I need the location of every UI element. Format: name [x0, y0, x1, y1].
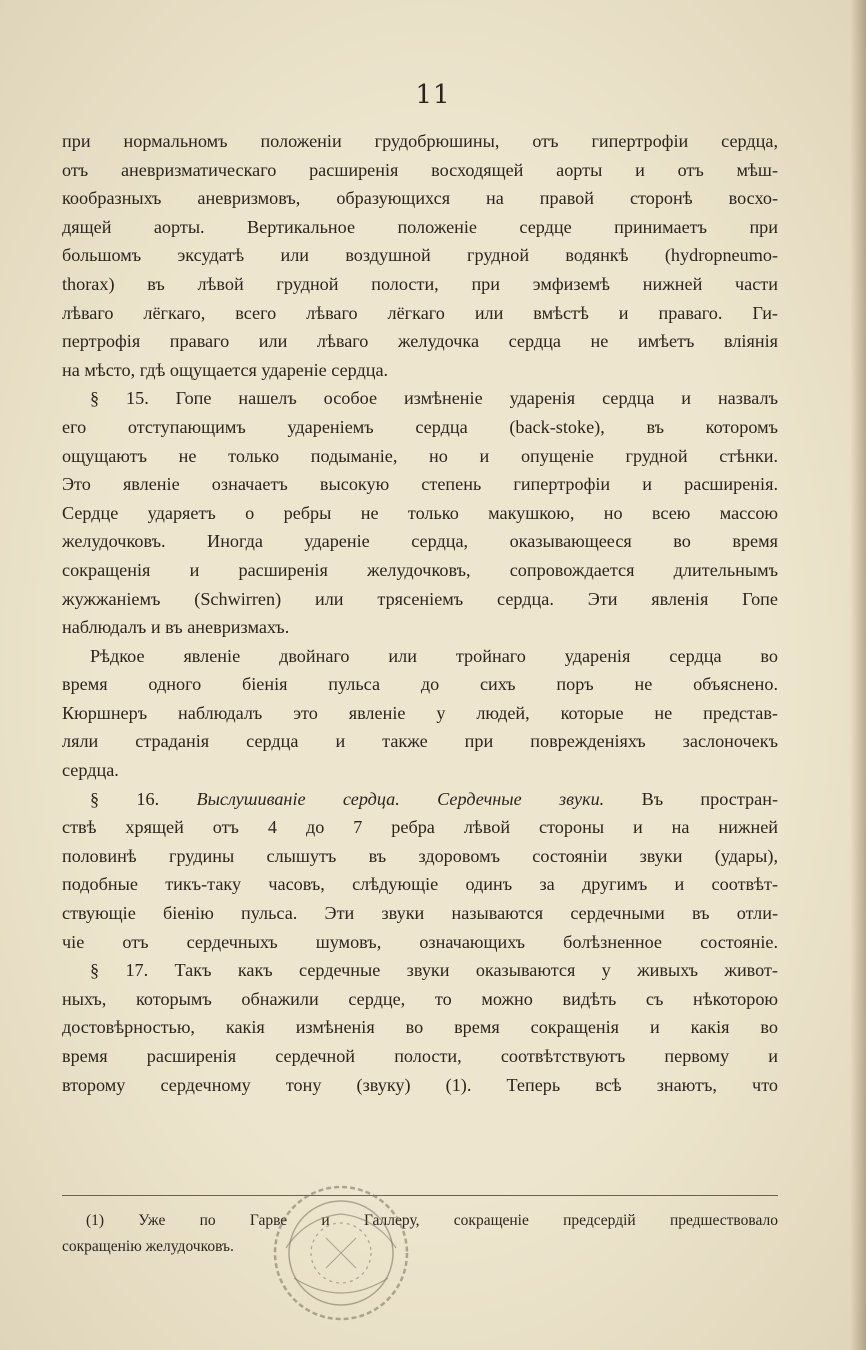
section-16-heading-line: [62, 785, 778, 814]
text-line: на мѣсто, гдѣ ощущается ударенiе сердца.: [62, 359, 389, 380]
text-line: чiе отъ сердечныхъ шумовъ, означающихъ болѣзненное состоянiе.: [62, 931, 778, 952]
section-15-heading-line: § 15. Гопе нашелъ особое измѣненiе ударенiя сердца и назвалъ: [90, 388, 778, 409]
text-line: ныхъ, которымъ обнажили сердце, то можно видѣть съ нѣкоторою: [62, 988, 778, 1009]
page-edge-shadow: [850, 0, 866, 1350]
footnote-line: (1) Уже по Гарве и Галлеру, сокращенiе предсердiй предшествовало: [86, 1212, 778, 1229]
text-line: дящей аорты. Вертикальное положенiе сердце принимаетъ при: [62, 216, 778, 237]
text-line: thorax) въ лѣвой грудной полости, при эмфиземѣ нижней части: [62, 273, 778, 294]
text-line: сердца.: [62, 760, 119, 781]
text-line: его отступающимъ ударенiемъ сердца (back-stoke), въ которомъ: [62, 416, 778, 437]
text-line: достовѣрностью, какiя измѣненiя во время сокращенiя и какiя во: [62, 1017, 778, 1038]
text-line: Кюршнеръ наблюдалъ это явленiе у людей, которые не представ-: [62, 702, 778, 723]
text-line: ствующiе бiенiю пульса. Эти звуки называются сердечными въ отли-: [62, 903, 778, 924]
text-line: подобные тикъ-таку часовъ, слѣдующiе одинъ за другимъ и соотвѣт-: [62, 874, 778, 895]
footnote-divider: [62, 1195, 778, 1196]
text-line: Сердце ударяетъ о ребры не только макушкою, но всею массою: [62, 502, 778, 523]
text-line: ствѣ хрящей отъ 4 до 7 ребра лѣвой стороны и на нижней: [62, 817, 778, 838]
text-line: сокращенiя и расширенiя желудочковъ, сопровождается длительнымъ: [62, 559, 778, 580]
section-17-heading-line: § 17. Такъ какъ сердечные звуки оказываются у живыхъ живот-: [90, 960, 778, 981]
text-line: желудочковъ. Иногда ударенiе сердца, оказывающееся во время: [62, 531, 778, 552]
text-line: при нормальномъ положенiи грудобрюшины, отъ гипертрофiи сердца,: [62, 131, 778, 151]
text-line: кообразныхъ аневризмовъ, образующихся на правой сторонѣ восхо-: [62, 188, 778, 209]
footnote-line: сокращенiю желудочковъ.: [62, 1238, 234, 1255]
text-line: Это явленiе означаетъ высокую степень гипертрофiи и расширенiя.: [62, 474, 778, 495]
text-line: большомъ эксудатѣ или воздушной грудной водянкѣ (hydropneumo-: [62, 245, 778, 266]
section-number: § 16.: [90, 788, 160, 809]
text-line: время расширенiя сердечной полости, соотвѣтствуютъ первому и: [62, 1046, 778, 1066]
text-line: наблюдалъ и въ аневризмахъ.: [62, 617, 290, 638]
library-stamp-icon: [266, 1178, 416, 1328]
text-line: отъ аневризматическаго расширенiя восходящей аорты и отъ мѣш-: [62, 159, 778, 180]
section-title: Выслушиванiе сердца. Сердечные звуки.: [196, 788, 605, 809]
text-line: половинѣ грудины слышутъ въ здоровомъ состоянiи звуки (удары),: [62, 845, 778, 866]
page-number: 11: [415, 80, 451, 110]
section-text-start: Въ простран-: [641, 788, 778, 809]
text-line: ощущаютъ не только подыманiе, но и опущенiе грудной стѣнки.: [62, 445, 778, 466]
text-line: ляли страданiя сердца и также при поврежденiяхъ заслоночекъ: [62, 731, 778, 752]
text-line: лѣваго лёгкаго, всего лѣваго лёгкаго или вмѣстѣ и праваго. Ги-: [62, 302, 778, 323]
text-line: пертрофiя праваго или лѣваго желудочка сердца не имѣетъ влiянiя: [62, 331, 778, 352]
text-line: второму сердечному тону (звуку) (1). Теперь всѣ знаютъ, что: [62, 1074, 778, 1095]
paragraph-start-line: Рѣдкое явленiе двойнаго или тройнаго ударенiя сердца во: [90, 645, 778, 666]
text-line: время одного бiенiя пульса до сихъ поръ не объяснено.: [62, 674, 778, 695]
body-text: [62, 127, 778, 1099]
text-line: жужжанiемъ (Schwirren) или трясенiемъ сердца. Эти явленiя Гопе: [62, 588, 778, 609]
footnotes: [62, 1208, 778, 1260]
